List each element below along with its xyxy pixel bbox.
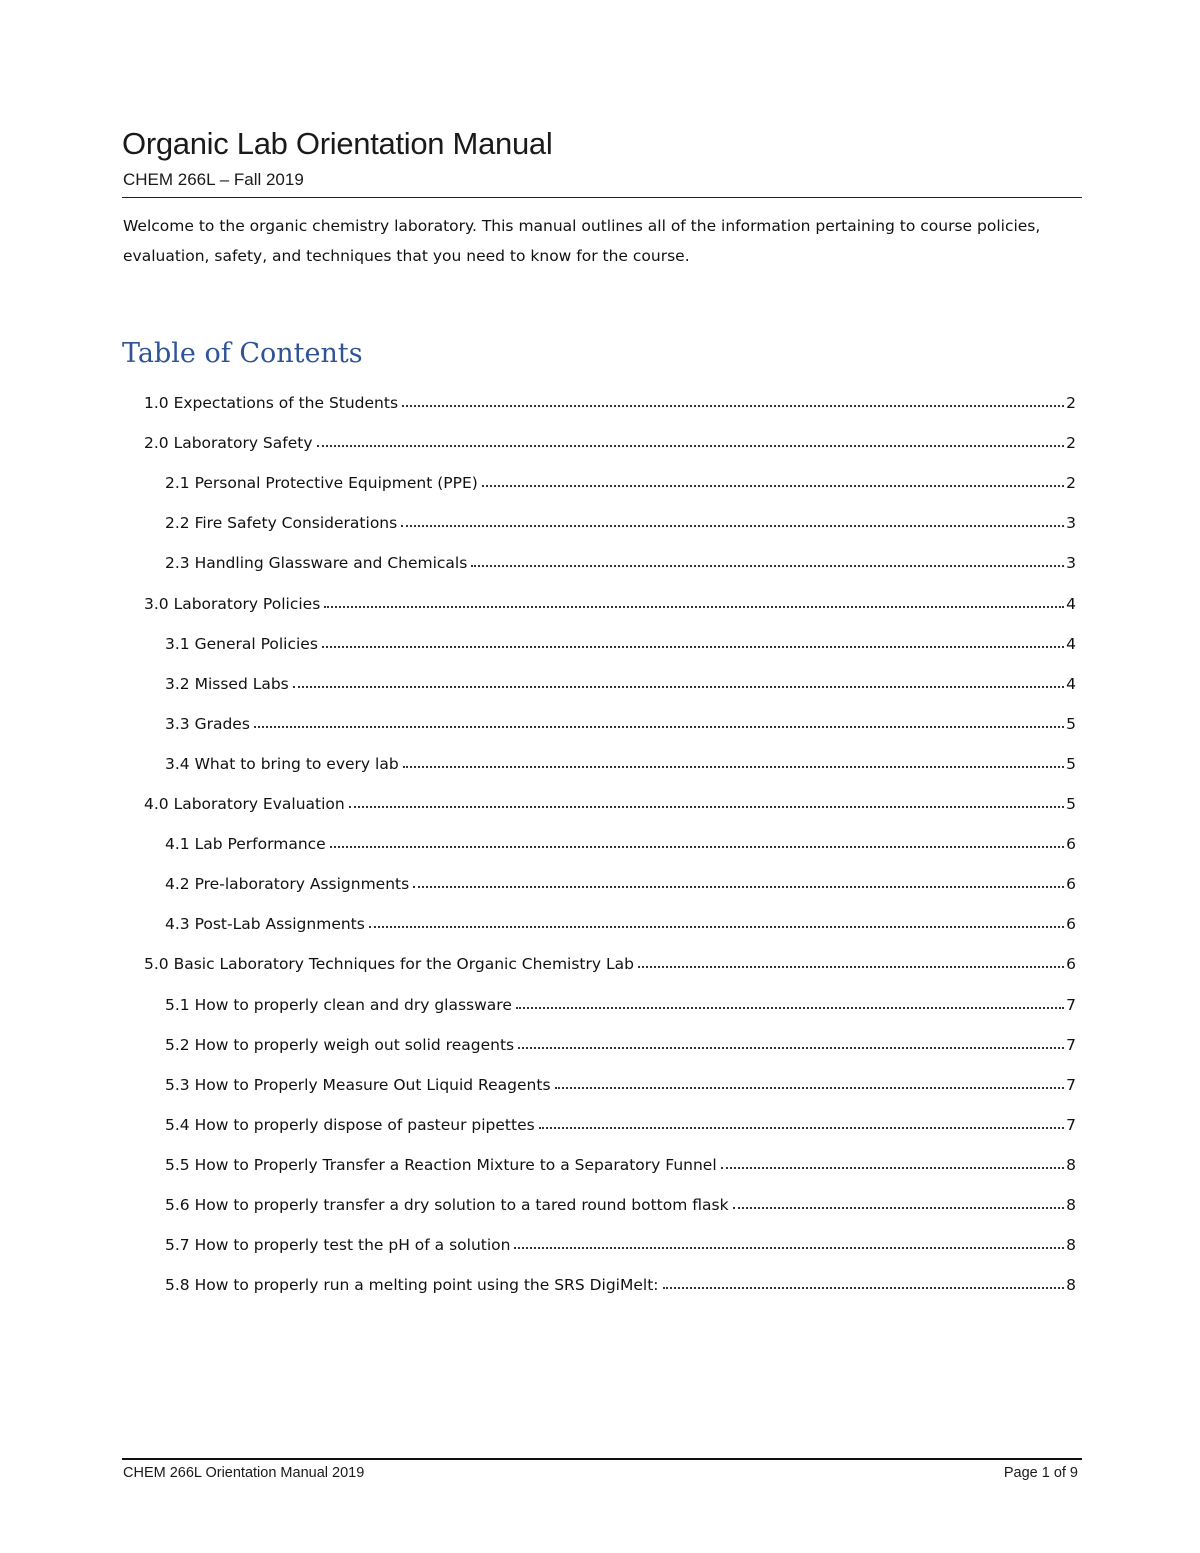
toc-entry[interactable]: [165, 827, 1076, 851]
toc-entry-page: 8: [1066, 1156, 1076, 1174]
toc-entry-label: 5.0 Basic Laboratory Techniques for the Organic Chemistry Lab: [144, 955, 634, 973]
toc-heading: Table of Contents: [122, 338, 363, 369]
toc-dot-leader: [663, 1267, 1065, 1289]
toc-entry-page: 3: [1066, 554, 1076, 572]
toc-dot-leader: [369, 906, 1064, 928]
toc-dot-leader: [254, 706, 1064, 728]
toc-dot-leader: [539, 1107, 1064, 1129]
toc-entry-page: 6: [1066, 955, 1076, 973]
footer-divider: [122, 1458, 1082, 1460]
toc-dot-leader: [482, 465, 1064, 487]
intro-paragraph: Welcome to the organic chemistry laboratory. This manual outlines all of the information pertaining to course policies, evaluation, safety, and techniques that you need to know for the course.: [123, 217, 1041, 265]
toc-entry[interactable]: [165, 707, 1076, 731]
toc-entry-page: 8: [1066, 1196, 1076, 1214]
toc-entry-label: 4.3 Post-Lab Assignments: [165, 915, 365, 933]
toc-entry[interactable]: [165, 546, 1076, 570]
document-subtitle: CHEM 266L – Fall 2019: [123, 170, 304, 189]
toc-entry[interactable]: [144, 386, 1076, 410]
toc-entry[interactable]: [165, 1228, 1076, 1252]
toc-entry[interactable]: [165, 1268, 1076, 1292]
toc-entry-label: 4.1 Lab Performance: [165, 835, 326, 853]
toc-entry[interactable]: [165, 466, 1076, 490]
toc-entry-label: 5.2 How to properly weigh out solid reagents: [165, 1036, 515, 1054]
toc-entry-label: 4.0 Laboratory Evaluation: [144, 795, 345, 813]
toc-dot-leader: [471, 545, 1064, 567]
toc-entry[interactable]: [165, 988, 1076, 1012]
toc-dot-leader: [293, 666, 1064, 688]
toc-entry[interactable]: [144, 587, 1076, 611]
toc-entry-label: 5.4 How to properly dispose of pasteur pipettes: [165, 1116, 535, 1134]
toc-entry-page: 5: [1066, 715, 1076, 733]
toc-entry-page: 2: [1066, 474, 1076, 492]
toc-entry-label: 2.0 Laboratory Safety: [144, 434, 313, 452]
toc-dot-leader: [322, 626, 1064, 648]
toc-entry-label: 3.2 Missed Labs: [165, 675, 289, 693]
toc-dot-leader: [638, 946, 1064, 968]
toc-entry-page: 7: [1066, 1116, 1076, 1134]
toc-entry-page: 4: [1066, 635, 1076, 653]
toc-dot-leader: [402, 385, 1064, 407]
toc-dot-leader: [721, 1147, 1064, 1169]
toc-entry-page: 6: [1066, 915, 1076, 933]
toc-entry-label: 2.2 Fire Safety Considerations: [165, 514, 398, 532]
toc-entry-page: 8: [1066, 1276, 1076, 1294]
toc-entry-label: 5.7 How to properly test the pH of a solution: [165, 1236, 511, 1254]
toc-entry-page: 3: [1066, 514, 1076, 532]
toc-dot-leader: [403, 746, 1064, 768]
toc-entry[interactable]: [144, 787, 1076, 811]
footer-document-name: CHEM 266L Orientation Manual 2019: [123, 1465, 365, 1481]
toc-entry-page: 4: [1066, 675, 1076, 693]
toc-entry-page: 4: [1066, 595, 1076, 613]
header-divider: [122, 197, 1082, 198]
toc-dot-leader: [516, 987, 1064, 1009]
toc-entry-label: 5.1 How to properly clean and dry glassware: [165, 996, 512, 1014]
toc-entry-page: 2: [1066, 394, 1076, 412]
toc-entry[interactable]: [165, 667, 1076, 691]
toc-entry-label: 5.6 How to properly transfer a dry solution to a tared round bottom flask: [165, 1196, 729, 1214]
toc-entry-label: 3.3 Grades: [165, 715, 250, 733]
toc-entry[interactable]: [165, 907, 1076, 931]
toc-entry[interactable]: [165, 627, 1076, 651]
toc-dot-leader: [555, 1067, 1065, 1089]
toc-entry-label: 2.1 Personal Protective Equipment (PPE): [165, 474, 478, 492]
toc-entry[interactable]: [165, 867, 1076, 891]
toc-entry[interactable]: [165, 1148, 1076, 1172]
toc-entry-page: 7: [1066, 996, 1076, 1014]
toc-entry-label: 3.0 Laboratory Policies: [144, 595, 321, 613]
toc-entry-label: 2.3 Handling Glassware and Chemicals: [165, 554, 468, 572]
toc-dot-leader: [324, 586, 1064, 608]
toc-dot-leader: [413, 866, 1064, 888]
document-title: Organic Lab Orientation Manual: [122, 126, 553, 161]
toc-entry-page: 5: [1066, 795, 1076, 813]
toc-dot-leader: [401, 505, 1064, 527]
toc-entry-page: 5: [1066, 755, 1076, 773]
toc-dot-leader: [330, 826, 1064, 848]
toc-entry-label: 5.3 How to Properly Measure Out Liquid Reagents: [165, 1076, 551, 1094]
toc-entry[interactable]: [144, 947, 1076, 971]
toc-dot-leader: [317, 425, 1065, 447]
toc-entry[interactable]: [144, 426, 1076, 450]
toc-entry[interactable]: [165, 506, 1076, 530]
toc-entry[interactable]: [165, 1188, 1076, 1212]
toc-entry-page: 7: [1066, 1076, 1076, 1094]
toc-dot-leader: [349, 786, 1064, 808]
toc-entry[interactable]: [165, 1108, 1076, 1132]
toc-dot-leader: [514, 1227, 1064, 1249]
toc-entry[interactable]: [165, 1068, 1076, 1092]
toc-entry-label: 4.2 Pre-laboratory Assignments: [165, 875, 410, 893]
toc-entry-page: 6: [1066, 835, 1076, 853]
toc-dot-leader: [733, 1187, 1065, 1209]
footer-page-number: Page 1 of 9: [1003, 1465, 1078, 1481]
toc-dot-leader: [518, 1027, 1064, 1049]
toc-entry-page: 6: [1066, 875, 1076, 893]
toc-entry[interactable]: [165, 747, 1076, 771]
toc-entry-label: 5.8 How to properly run a melting point using the SRS DigiMelt:: [165, 1276, 659, 1294]
toc-entry[interactable]: [165, 1028, 1076, 1052]
toc-entry-page: 7: [1066, 1036, 1076, 1054]
toc-entry-label: 1.0 Expectations of the Students: [144, 394, 399, 412]
toc-entry-page: 2: [1066, 434, 1076, 452]
toc-entry-label: 3.4 What to bring to every lab: [165, 755, 399, 773]
toc-entry-page: 8: [1066, 1236, 1076, 1254]
toc-entry-label: 5.5 How to Properly Transfer a Reaction Mixture to a Separatory Funnel: [165, 1156, 717, 1174]
toc-entry-label: 3.1 General Policies: [165, 635, 318, 653]
